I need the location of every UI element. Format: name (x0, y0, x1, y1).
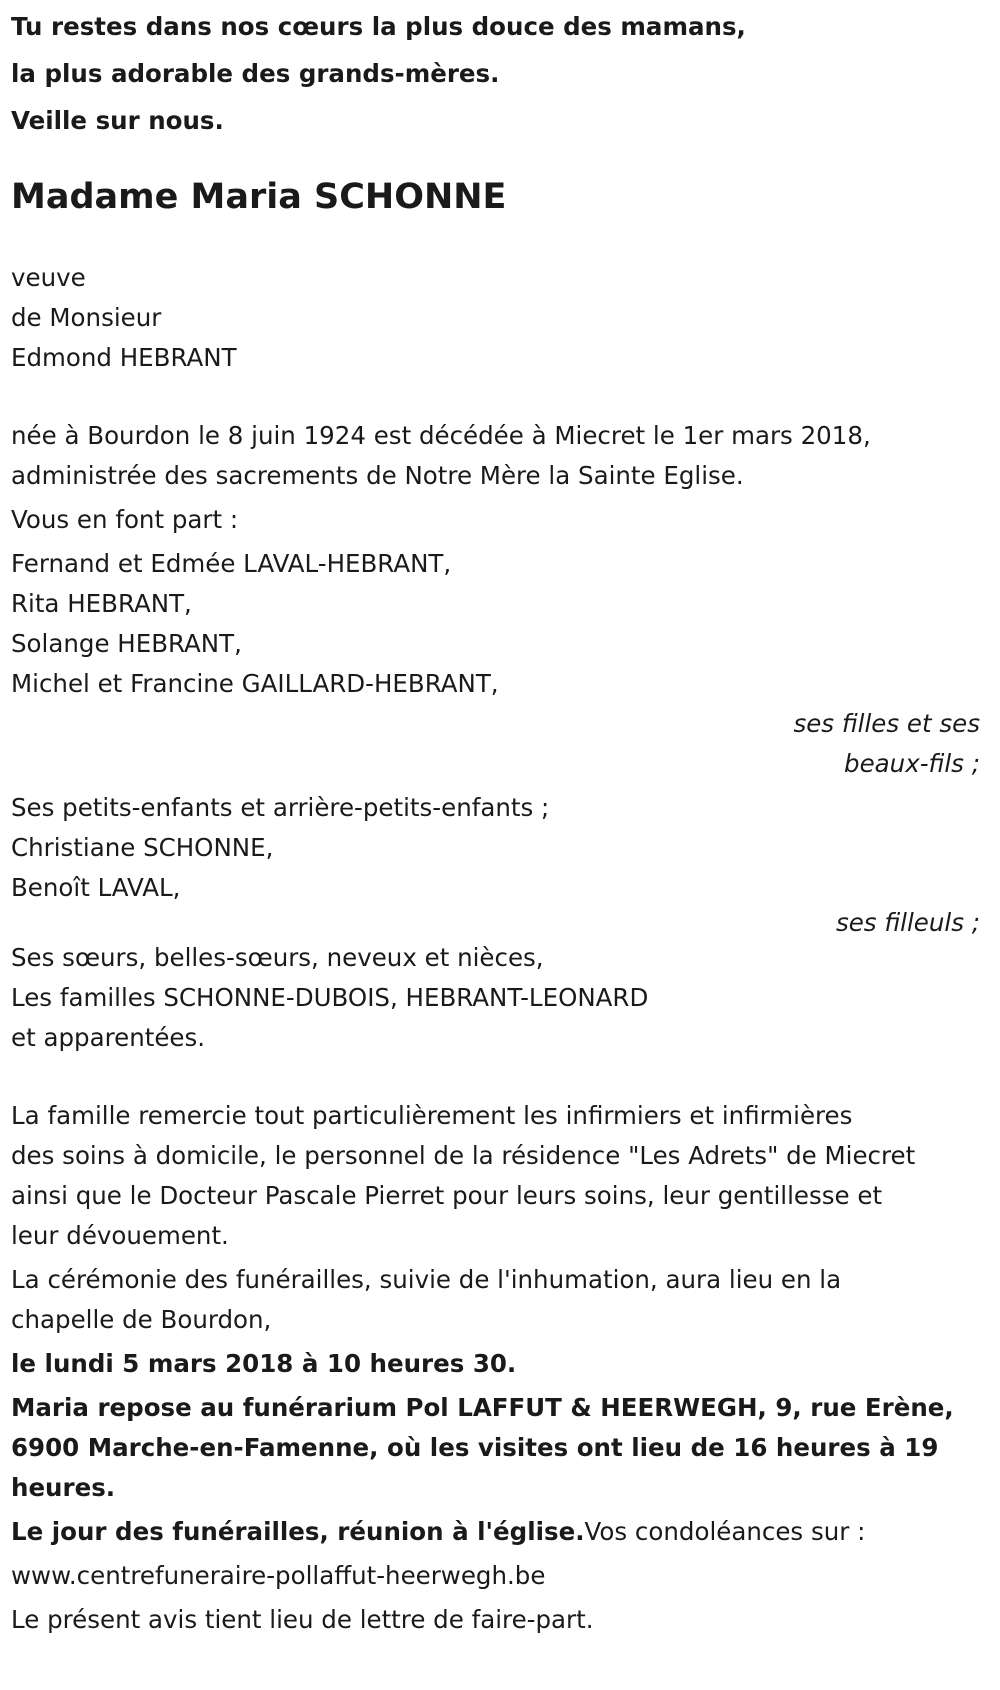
epitaph-line: Veille sur nous. (11, 106, 224, 135)
visitation-block (11, 1388, 980, 1508)
condolences-text: Vos condoléances sur : (584, 1517, 866, 1546)
spouse-block (11, 258, 980, 378)
deceased-name: Madame Maria SCHONNE (11, 177, 507, 217)
thanks-line: des soins à domicile, le personnel de la résidence "Les Adrets" de Miecret (11, 1141, 916, 1170)
ceremony-datetime: le lundi 5 mars 2018 à 10 heures 30. (11, 1349, 517, 1378)
role-label: ses filleuls ; (835, 908, 980, 937)
list-item: Solange HEBRANT, (11, 629, 242, 658)
ceremony-line: chapelle de Bourdon, (11, 1305, 272, 1334)
list-item: Les familles SCHONNE-DUBOIS, HEBRANT-LEONARD (11, 983, 649, 1012)
grandchildren-block (11, 788, 980, 938)
list-item: Ses sœurs, belles-sœurs, neveux et nièces, (11, 943, 544, 972)
ceremony-block (11, 1260, 980, 1384)
birth-death-line: administrée des sacrements de Notre Mère la Sainte Eglise. (11, 461, 744, 490)
thanks-line: leur dévouement. (11, 1221, 229, 1250)
thanks-block (11, 1096, 980, 1256)
list-item: Benoît LAVAL, (11, 873, 181, 902)
list-item: Fernand et Edmée LAVAL-HEBRANT, (11, 549, 452, 578)
daughters-list (11, 544, 980, 784)
spouse-line: de Monsieur (11, 303, 162, 332)
visitation-line: heures. (11, 1473, 116, 1502)
relatives-block (11, 938, 980, 1058)
visitation-line: Maria repose au funérarium Pol LAFFUT & HEERWEGH, 9, rue Erène, (11, 1393, 954, 1422)
list-item: Michel et Francine GAILLARD-HEBRANT, (11, 669, 499, 698)
epitaph (11, 0, 980, 144)
list-item: Christiane SCHONNE, (11, 833, 274, 862)
website-link[interactable]: www.centrefuneraire-pollaffut-heerwegh.be (11, 1561, 546, 1590)
grandchildren-line: Ses petits-enfants et arrière-petits-enfants ; (11, 793, 550, 822)
announcement-intro: Vous en font part : (11, 505, 239, 534)
role-label: beaux-fils ; (844, 749, 980, 778)
epitaph-line: Tu restes dans nos cœurs la plus douce des mamans, (11, 12, 746, 41)
meeting-line (11, 1512, 980, 1552)
birth-death-block (11, 416, 980, 496)
meeting-text: Le jour des funérailles, réunion à l'église. (11, 1517, 585, 1546)
list-item: et apparentées. (11, 1023, 206, 1052)
spouse-line: Edmond HEBRANT (11, 343, 237, 372)
epitaph-line: la plus adorable des grands-mères. (11, 59, 500, 88)
spouse-line: veuve (11, 263, 86, 292)
thanks-line: La famille remercie tout particulièrement les infirmiers et infirmières (11, 1101, 853, 1130)
ceremony-line: La cérémonie des funérailles, suivie de l'inhumation, aura lieu en la (11, 1265, 842, 1294)
role-label: ses filles et ses (793, 709, 980, 738)
thanks-line: ainsi que le Docteur Pascale Pierret pour leurs soins, leur gentillesse et (11, 1181, 883, 1210)
visitation-line: 6900 Marche-en-Famenne, où les visites ont lieu de 16 heures à 19 (11, 1433, 939, 1462)
closing-note: Le présent avis tient lieu de lettre de faire-part. (11, 1605, 594, 1634)
list-item: Rita HEBRANT, (11, 589, 192, 618)
birth-death-line: née à Bourdon le 8 juin 1924 est décédée à Miecret le 1er mars 2018, (11, 421, 871, 450)
